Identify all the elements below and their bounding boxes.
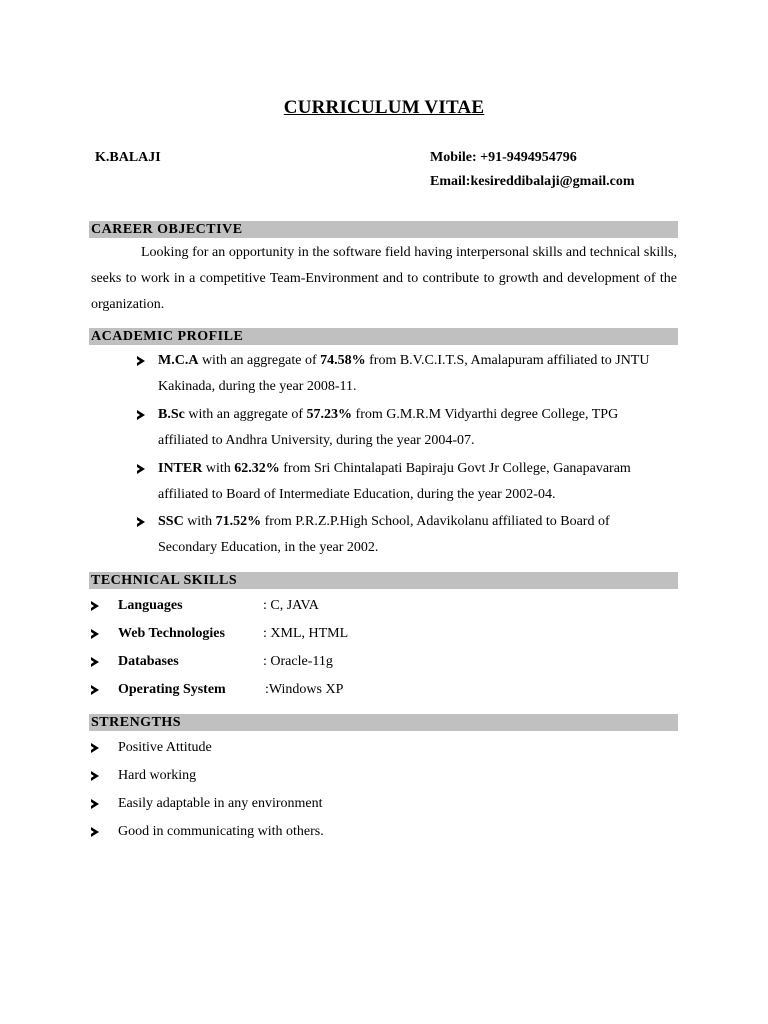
strength-text: Good in communicating with others. [118, 824, 324, 839]
arrow-bullet-icon [91, 771, 99, 781]
academic-text: with [202, 461, 235, 476]
strength-text: Positive Attitude [118, 740, 212, 755]
strength-text: Easily adaptable in any environment [118, 796, 323, 811]
arrow-bullet-icon [137, 464, 145, 474]
arrow-bullet-icon [91, 601, 99, 611]
degree-percentage: 57.23% [306, 407, 353, 422]
email-address: Email:kesireddibalaji@gmail.com [430, 174, 635, 189]
academic-text: from B.V.C.I.T.S, Amalapuram affiliated to JNTU Kakinada, during the year 2008-11. [158, 353, 650, 394]
academic-text: with an aggregate of [184, 407, 307, 422]
candidate-name: K.BALAJI [95, 150, 161, 165]
skill-value: : C, JAVA [263, 598, 319, 613]
degree-name: B.Sc [158, 407, 185, 422]
mobile-number: Mobile: +91-9494954796 [430, 150, 577, 165]
skill-label: Web Technologies [118, 626, 225, 641]
skill-value: : XML, HTML [263, 626, 349, 641]
section-heading-technical-skills: TECHNICAL SKILLS [89, 572, 678, 589]
academic-text: from P.R.Z.P.High School, Adavikolanu affiliated to Board of Secondary Education, in the year 2002. [158, 514, 610, 555]
skill-label: Databases [118, 654, 179, 669]
academic-text: with [183, 514, 216, 529]
arrow-bullet-icon [91, 743, 99, 753]
arrow-bullet-icon [91, 629, 99, 639]
career-objective-text: Looking for an opportunity in the software field having interpersonal skills and technical skills, seeks to work in a competitive Team-Environment and to contribute to growth and development of the organization. [91, 245, 677, 312]
skill-value: :Windows XP [265, 682, 344, 697]
arrow-bullet-icon [91, 657, 99, 667]
page-title: CURRICULUM VITAE [283, 97, 485, 118]
academic-text: from Sri Chintalapati Bapiraju Govt Jr College, Ganapavaram affiliated to Board of Intermediate Education, during the year 2002-04. [158, 461, 631, 502]
arrow-bullet-icon [137, 356, 145, 366]
degree-percentage: 62.32% [234, 461, 280, 476]
degree-percentage: 74.58% [320, 353, 366, 368]
skill-label: Languages [118, 598, 183, 613]
degree-name: SSC [158, 514, 184, 529]
section-heading-academic-profile: ACADEMIC PROFILE [89, 328, 678, 345]
degree-name: M.C.A [158, 353, 199, 368]
arrow-bullet-icon [91, 685, 99, 695]
degree-percentage: 71.52% [215, 514, 262, 529]
arrow-bullet-icon [91, 799, 99, 809]
arrow-bullet-icon [91, 827, 99, 837]
academic-text: with an aggregate of [198, 353, 321, 368]
skill-label: Operating System [118, 682, 226, 697]
skill-value: : Oracle-11g [263, 654, 333, 669]
arrow-bullet-icon [137, 410, 145, 420]
arrow-bullet-icon [137, 517, 145, 527]
strength-text: Hard working [118, 768, 197, 783]
academic-text: from G.M.R.M Vidyarthi degree College, TPG affiliated to Andhra University, during the year 2004-07. [158, 407, 619, 448]
section-heading-career-objective: CAREER OBJECTIVE [89, 221, 678, 238]
degree-name: INTER [158, 461, 203, 476]
section-heading-strengths: STRENGTHS [89, 714, 678, 731]
